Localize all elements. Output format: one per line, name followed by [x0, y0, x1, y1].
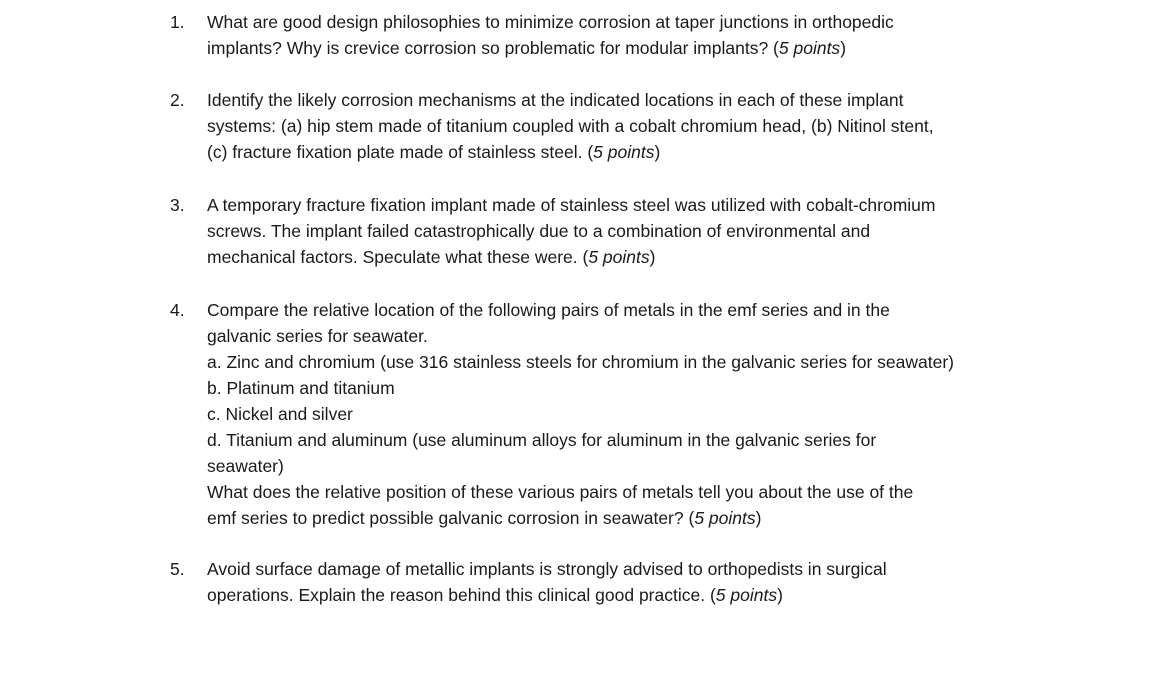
points-label: 5 points: [588, 247, 650, 267]
question-number: 1.: [170, 12, 185, 32]
question-line-text: mechanical factors. Speculate what these were.: [207, 247, 578, 267]
question-line-last: implants? Why is crevice corrosion so problematic for modular implants? (5 points): [207, 38, 847, 58]
question-line-last: emf series to predict possible galvanic corrosion in seawater? (5 points): [207, 508, 762, 528]
points-label: 5 points: [593, 142, 655, 162]
question-line-last: (c) fracture fixation plate made of stainless steel. (5 points): [207, 142, 661, 162]
question-5: [170, 556, 1050, 608]
question-text: [207, 192, 1050, 270]
points-label: 5 points: [778, 38, 841, 58]
question-3: [170, 192, 1050, 270]
question-4: [170, 297, 1050, 531]
question-line: Avoid surface damage of metallic implants is strongly advised to orthopedists in surgical: [207, 559, 887, 579]
question-number: 2.: [170, 90, 185, 110]
question-line: galvanic series for seawater.: [207, 326, 428, 346]
question-line-last: mechanical factors. Speculate what these were. (5 points): [207, 247, 656, 267]
sub-item-d-cont: seawater): [207, 456, 284, 476]
question-text: [207, 87, 1050, 165]
question-number: 4.: [170, 300, 185, 320]
question-line: Identify the likely corrosion mechanisms at the indicated locations in each of these implant: [207, 90, 904, 110]
question-line: Compare the relative location of the following pairs of metals in the emf series and in the: [207, 300, 890, 320]
sub-item-a: a. Zinc and chromium (use 316 stainless steels for chromium in the galvanic series for seawater): [207, 352, 954, 372]
sub-item-c: c. Nickel and silver: [207, 404, 353, 424]
question-line: screws. The implant failed catastrophically due to a combination of environmental and: [207, 221, 871, 241]
question-text: [207, 556, 1050, 608]
question-number: 3.: [170, 195, 185, 215]
question-2: [170, 87, 1050, 165]
points-label: 5 points: [715, 585, 778, 605]
question-text: [207, 297, 1050, 531]
question-line-text: implants? Why is crevice corrosion so problematic for modular implants?: [207, 38, 769, 58]
question-line: What does the relative position of these various pairs of metals tell you about the use of the: [207, 482, 914, 502]
question-line-text: emf series to predict possible galvanic corrosion in seawater?: [207, 508, 684, 528]
sub-item-d: d. Titanium and aluminum (use aluminum alloys for aluminum in the galvanic series for: [207, 430, 877, 450]
question-number: 5.: [170, 559, 185, 579]
question-line-text: (c) fracture fixation plate made of stainless steel.: [207, 142, 583, 162]
question-1: [170, 9, 1050, 61]
question-line: What are good design philosophies to minimize corrosion at taper junctions in orthopedic: [207, 12, 894, 32]
question-line: systems: (a) hip stem made of titanium coupled with a cobalt chromium head, (b) Nitinol stent,: [207, 116, 934, 136]
question-line-text: operations. Explain the reason behind this clinical good practice.: [207, 585, 706, 605]
sub-item-b: b. Platinum and titanium: [207, 378, 395, 398]
points-label: 5 points: [694, 508, 756, 528]
question-line-last: operations. Explain the reason behind this clinical good practice. (5 points): [207, 585, 783, 605]
question-line: A temporary fracture fixation implant made of stainless steel was utilized with cobalt-chromium: [207, 195, 936, 215]
question-text: [207, 9, 1050, 61]
